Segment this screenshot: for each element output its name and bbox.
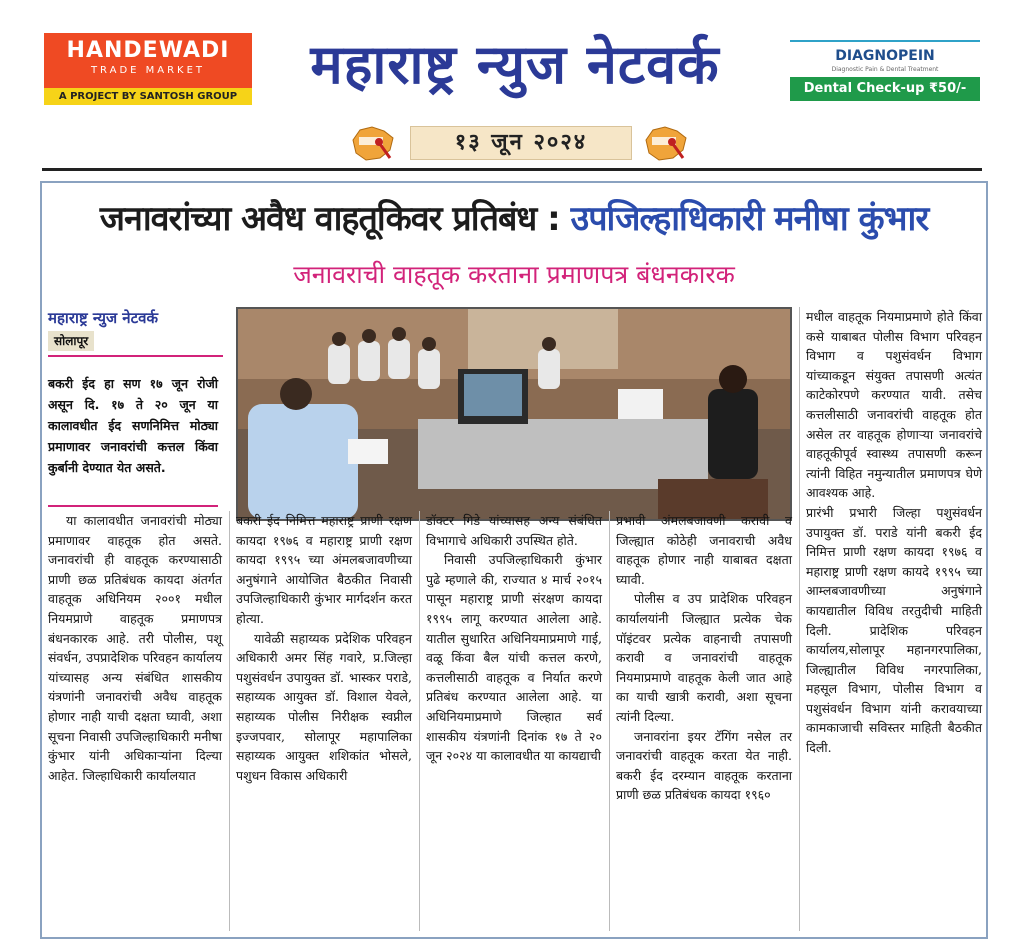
handewadi-ad[interactable] xyxy=(44,33,252,105)
byline-rule xyxy=(48,355,223,357)
lead-rule xyxy=(48,505,218,507)
lead-paragraph: बकरी ईद हा सण १७ जून रोजी असून दि. १७ ते २० जून या कालावधीत ईद सणनिमित्त मोठ्या प्रमाणावर जनावरांची कत्तल किंवा कुर्बानी देण्यात येत असते. xyxy=(48,376,218,475)
meeting-photo xyxy=(236,307,792,521)
column-2-paragraph-1: बकरी ईद निमित्त महाराष्ट्र प्राणी रक्षण कायदा १९७६ व महाराष्ट्र प्राणी रक्षण कायदा १९९५ च्या अंमलबजावणीच्या अनुषंगाने आयोजित बैठकीत निवासी उपजिल्हाधिकारी कुंभार मार्गदर्शन करत होत्या. xyxy=(236,513,412,626)
diagnopein-ad[interactable] xyxy=(790,40,980,100)
handewadi-tagline: A PROJECT BY SANTOSH GROUP xyxy=(44,88,252,105)
masthead-rule xyxy=(42,168,982,171)
column-3-paragraph-1: डॉक्टर गिडे यांच्यासह अन्य संबंधित विभागाचे अधिकारी उपस्थित होते. xyxy=(426,513,602,548)
byline xyxy=(48,307,238,357)
article-column-3 xyxy=(426,511,602,766)
column-divider xyxy=(229,511,230,931)
headline-part-2: उपजिल्हाधिकारी मनीषा कुंभार xyxy=(570,199,929,239)
maharashtra-map-logo-icon xyxy=(350,122,396,164)
column-4-paragraph-2: पोलीस व उप प्रादेशिक परिवहन कार्यालयांनी जिल्ह्यात प्रत्येक चेक पॉइंटवर प्रत्येक वाहनाची तपासणी करावी व जनावरांची वाहतूक नियमाप्रमाणे वाहतूक केली जात आहे का याची खात्री करावी, अशा सूचना त्यांनी दिल्या. xyxy=(616,591,792,724)
handewadi-brand: HANDEWADI xyxy=(66,38,230,63)
column-1-paragraph: या कालावधीत जनावरांची मोठ्या प्रमाणावर वाहतूक होत असते. जनावरांची ही वाहतूक करण्यासाठी प्राणी छळ प्रतिबंधक कायदा अंतर्गत वाहतूक अधिनियम २००१ मधील नियमप्राणे वाहतूक प्रमाणपत्र बंधनकारक आहे. तरी पोलीस, पशू संवर्धन, उपप्रादेशिक परिवहन कार्यालय यांच्यासह अन्य संबंधित शासकीय यंत्रणांनी जनावरांची अवैध वाहतूक होणार नाही याची दक्षता घ्यावी, अशा सूचना निवासी उपजिल्हाधिकारी मनीषा कुंभार यांनी अधिकाऱ्यांना दिल्या आहेत. जिल्हाधिकारी कार्यालयात xyxy=(48,513,222,783)
article-column-5 xyxy=(806,307,982,758)
diagnopein-small-text: Diagnostic Pain & Dental Treatment xyxy=(831,66,939,73)
column-3-paragraph-2: निवासी उपजिल्हाधिकारी कुंभार पुढे म्हणाले की, राज्यात ४ मार्च २०१५ पासून महाराष्ट्र प्राणी संरक्षण कायदा १९९५ लागू करण्यात आलेला आहे. यातील सुधारित अधिनियमाप्रमाणे गाई, वळू किंवा बैल यांची कत्तल करणे, कत्तलीसाठी वाहतूक व निर्यात करणे प्रतिबंध करण्यात आलेला आहे. या अधिनियमाप्रमाणे जिल्हात सर्व शासकीय यंत्रणांनी दिनांक १७ ते २० जून २०२४ या कालावधीत या कायद्याची xyxy=(426,552,602,764)
dateline xyxy=(0,120,1024,168)
article-column-4 xyxy=(616,511,792,805)
column-divider xyxy=(419,511,420,931)
column-5-paragraph-1: मधील वाहतूक नियमाप्रमाणे होते किंवा कसे याबाबत पोलीस विभाग परिवहन विभाग व पशुसंवर्धन विभाग यांच्याकडून संयुक्त तपासणी अत्यंत काटेकोरपणे करण्यात यावी. तसेच कत्तलीसाठी जनावरांची वाहतूक होत असेल तर वाहतूक होणाऱ्या जनावरांचे वाहतूकीपूर्व स्वास्थ्य तपासणी करून त्यांनी विहित नमुन्यातील प्रमाणपत्र घेणे आवश्यक आहे. xyxy=(806,309,982,501)
meeting-photo-illustration xyxy=(238,309,790,519)
article-column-1 xyxy=(48,511,222,785)
column-4-paragraph-1: प्रभावी अंमलबजावणी करावी व जिल्ह्यात कोठेही जनावराची अवैध वाहतूक होणार नाही याबाबत दक्षता घ्यावी. xyxy=(616,513,792,587)
article-frame xyxy=(40,181,988,939)
article-subheadline: जनावराची वाहतूक करताना प्रमाणपत्र बंधनकारक xyxy=(293,260,735,289)
article-column-2 xyxy=(236,511,412,785)
column-divider xyxy=(799,307,800,931)
headline-part-1: जनावरांच्या अवैध वाहतूकिवर प्रतिबंध : xyxy=(99,199,560,239)
article-headline xyxy=(42,193,986,245)
column-4-paragraph-3: जनावरांना इयर टॅगिंग नसेल तर जनावरांची वाहतूक करता येत नाही. बकरी ईद दरम्यान वाहतूक करताना प्राणी छळ प्रतिबंधक कायदा १९६० xyxy=(616,728,792,803)
byline-city: सोलापूर xyxy=(48,331,94,351)
maharashtra-map-logo-icon xyxy=(643,122,689,164)
column-5-paragraph-2: प्रारंभी प्रभारी जिल्हा पशुसंवर्धन उपायुक्त डॉ. पराडे यांनी बकरी ईद निमित्त प्राणी रक्षण कायदा १९७६ व महाराष्ट्र प्राणी रक्षण कायदे १९९५ च्या आम्लबजावणीच्या अनुषंगाने कायद्यातील विविध तरतुदीची माहिती दिली. प्रादेशिक परिवहन कार्यालय,सोलापूर महानगरपालिका, जिल्ह्यातील विविध नगरपालिका, महसूल विभाग, पोलीस विभाग व पशुसंवर्धन विभाग यांनी करावयाच्या कामकाजाची सविस्तर माहिती बैठकीत दिली. xyxy=(806,504,982,756)
diagnopein-brand: DIAGNOPEIN xyxy=(835,48,935,64)
issue-date: १३ जून २०२४ xyxy=(410,126,632,160)
handewadi-subtitle: TRADE MARKET xyxy=(90,65,206,76)
dental-offer: Dental Check-up ₹50/- xyxy=(790,77,980,101)
masthead xyxy=(0,0,1024,175)
newspaper-title: महाराष्ट्र न्युज नेटवर्क xyxy=(310,33,720,96)
byline-org: महाराष्ट्र न्युज नेटवर्क xyxy=(48,309,159,327)
diagnopein-top-line xyxy=(790,40,980,42)
column-divider xyxy=(609,511,610,931)
column-2-paragraph-2: यावेळी सहाय्यक प्रदेशिक परिवहन अधिकारी अमर सिंह गवारे, प्र.जिल्हा पशुसंवर्धन उपायुक्त डॉ. भास्कर पराडे, सहाय्यक आयुक्त डॉ. विशाल येवले, सहाय्यक पोलीस निरीक्षक स्वप्नील इज्जपवार, सोलापूर महापालिका सहाय्यक आयुक्त शशिकांत भोसले, पशुधन विकास अधिकारी xyxy=(236,630,412,783)
handewadi-ad-box xyxy=(44,33,252,88)
